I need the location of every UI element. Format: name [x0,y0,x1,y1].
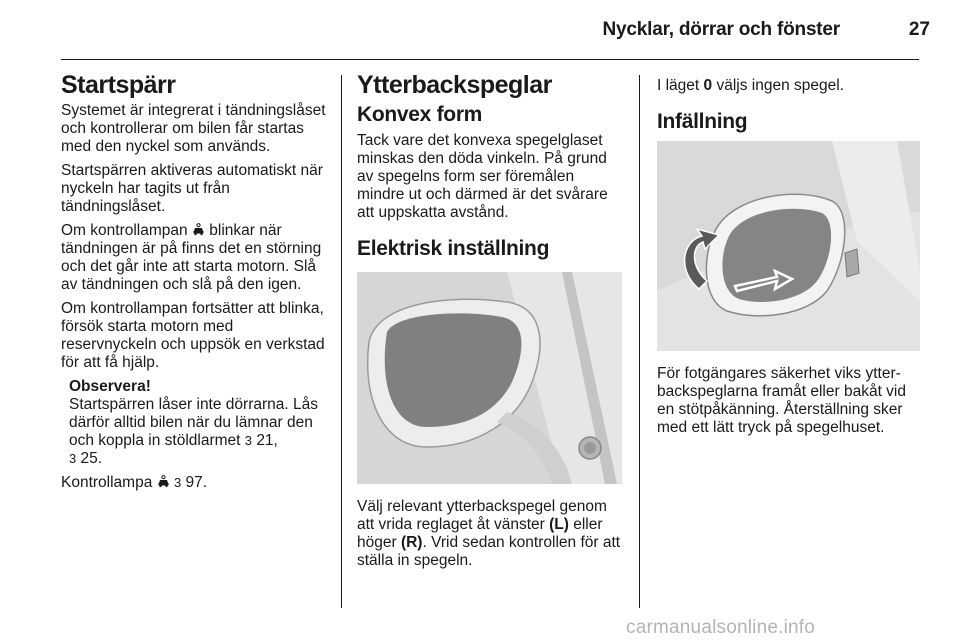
column-startsparr [61,70,329,498]
subheading-elektrisk-installning: Elektrisk inställning [357,237,550,260]
mirror-folding-illustration [657,141,920,351]
text: eller höger [357,516,603,551]
watermark: carmanualsonline.info [626,617,816,638]
text: Kontrollampa [61,474,157,491]
text: . Vrid sedan kontrollen för att ställa in spegeln. [357,534,621,569]
paragraph: Systemet är integrerat i tändningslåset och kontrollerar om bilen får startas med den nyckel som används. [61,102,326,155]
note-box [61,378,329,468]
note-title: Observera! [69,378,151,395]
column-infallning [657,70,920,443]
paragraph [61,474,329,492]
header-rule [61,59,919,60]
paragraph: Startspärren aktiveras automatiskt när nyckeln har tagits ut från tändningslåset. [61,162,323,215]
page-reference-arrow-icon: 3 [173,475,182,490]
column-ytterbackspeglar [357,70,622,576]
header-title: Nycklar, dörrar och fönster [602,19,840,40]
text: blinkar när tändningen är på finns det en störning och det går inte att starta motorn. Slå av tändningen och slå på den igen. [61,222,322,293]
text: Om kontrollampan [61,222,192,239]
subheading-infallning: Infällning [657,110,748,133]
car-key-warning-icon [192,223,205,236]
heading-ytterbackspeglar: Ytterbackspeglar [357,71,552,99]
column-divider-right [639,75,640,608]
page-number: 27 [908,19,930,40]
zero-position-label: 0 [703,77,713,94]
car-key-warning-icon [157,475,170,488]
page-link-21[interactable]: 21, [256,432,278,449]
paragraph [357,498,622,570]
paragraph [61,222,329,294]
subheading-konvex-form: Konvex form [357,103,483,126]
text: I läget [657,77,704,94]
column-divider-left [341,75,342,608]
paragraph [657,77,920,95]
paragraph: För fotgängares säkerhet viks ytterbackspeglarna framåt eller bakåt vid en stötpåkänning. Återställning sker med ett lätt tryck på spegelhuset. [657,365,906,436]
text: Välj relevant ytterbackspegel genom att vrida reglaget åt vänster [357,498,607,533]
page-link-25[interactable]: 25. [80,450,103,467]
note-text: Startspärren låser inte dörrarna. Lås därför alltid bilen när du lämnar den och koppla in stöldlarmet [69,396,318,449]
right-label: (R) [400,534,423,551]
page-link-97[interactable]: 97. [185,474,208,491]
mirror-adjustment-illustration [357,272,622,484]
paragraph: Tack vare det konvexa spegelglaset minskas den döda vinkeln. På grund av spegelns form ser föremålen mindre ut och därmed är det svårare att uppskatta avstånd. [357,132,608,221]
heading-startsparr: Startspärr [61,71,176,99]
left-label: (L) [549,516,569,533]
page-reference-arrow-icon: 3 [244,433,252,448]
text: väljs ingen spegel. [712,77,844,94]
paragraph: Om kontrollampan fortsätter att blinka, försök starta motorn med reservnyckeln och uppsök en verkstad för att få hjälp. [61,300,325,371]
page-reference-arrow-icon: 3 [69,451,77,466]
